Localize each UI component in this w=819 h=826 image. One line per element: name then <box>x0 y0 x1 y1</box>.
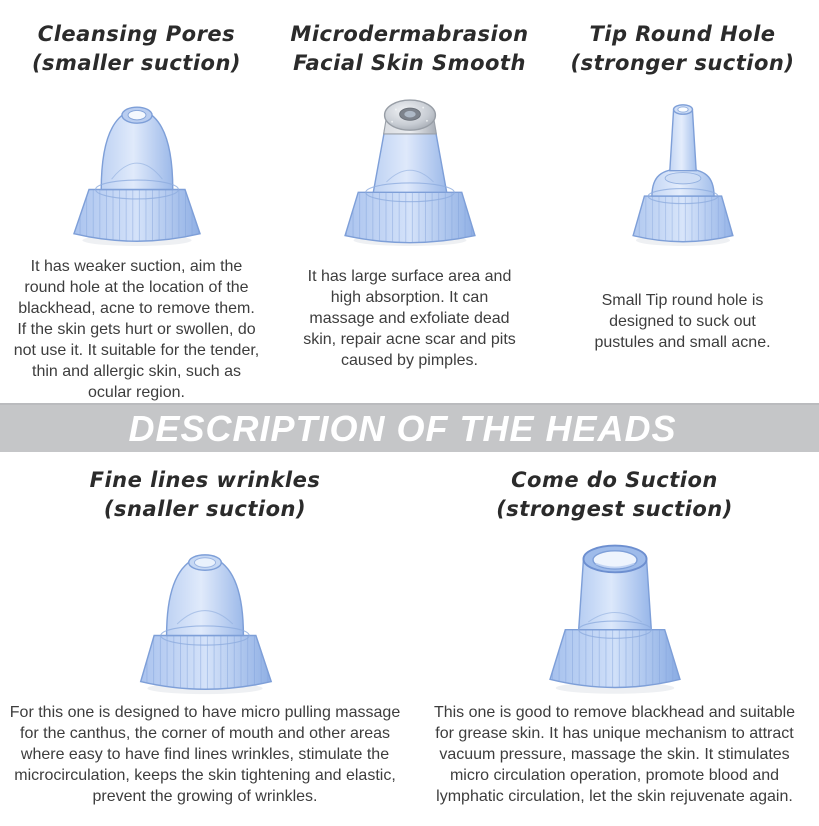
bottom-heads-row <box>0 452 819 826</box>
head-title-line1: Microdermabrasion <box>290 22 529 46</box>
head-description: Small Tip round hole is designed to suck out pustules and small acne. <box>594 292 771 351</box>
fine-lines-head-photo <box>122 526 288 696</box>
head-title-line1: Come do Suction <box>511 468 718 492</box>
head-card-microdermabrasion <box>273 0 546 403</box>
head-title-line2: (smaller suction) <box>31 51 242 75</box>
head-title <box>90 466 321 524</box>
head-title-line1: Cleansing Pores <box>37 22 236 46</box>
fine-lines-head-icon <box>122 528 288 696</box>
head-card-comedo-suction <box>410 452 819 826</box>
microdermabrasion-head-icon <box>330 83 490 248</box>
head-title-line1: Fine lines wrinkles <box>89 468 321 492</box>
comedo-suction-head-photo <box>529 526 701 696</box>
head-description: This one is good to remove blackhead and suitable for grease skin. It has unique mechanism to attract vacuum pressure, massage the skin. It stimulates micro circulation operation, promote blood and lymphatic circulation, let the skin rejuvenate again. <box>433 704 796 805</box>
head-description: It has large surface area and high absorption. It can massage and exfoliate dead skin, repair acne scar and pits caused by pimples. <box>303 268 516 369</box>
head-title-line2: Facial Skin Smooth <box>293 51 526 75</box>
head-title <box>571 20 795 78</box>
head-description: For this one is designed to have micro pulling massage for the canthus, the corner of mouth and other areas where easy to have find lines wrinkles, stimulate the microcirculation, keeps the skin tightening and elastic, prevent the growing of wrinkles. <box>9 704 401 805</box>
cleansing-pores-head-photo <box>57 80 217 248</box>
head-title <box>496 466 733 524</box>
head-title-line2: (strongest suction) <box>496 497 733 521</box>
tip-round-hole-head-icon <box>603 83 763 248</box>
head-title-line2: (stronger suction) <box>570 51 795 75</box>
head-card-fine-lines <box>0 452 410 826</box>
microdermabrasion-head-photo <box>330 80 490 248</box>
cleansing-pores-head-icon <box>57 83 217 248</box>
section-banner-title: DESCRIPTION OF THE HEADS <box>128 407 677 449</box>
comedo-suction-head-icon <box>529 528 701 696</box>
head-card-cleansing-pores <box>0 0 273 403</box>
head-description: It has weaker suction, aim the round hole at the location of the blackhead, acne to remove them. If the skin gets hurt or swollen, do not use it. It suitable for the tender, thin and allergic skin, such as ocular region. <box>13 258 260 401</box>
head-title <box>290 20 528 78</box>
head-title <box>32 20 241 78</box>
top-heads-row <box>0 0 819 403</box>
section-banner <box>0 403 819 452</box>
head-title-line2: (snaller suction) <box>103 497 307 521</box>
head-title-line1: Tip Round Hole <box>589 22 776 46</box>
head-card-tip-round-hole <box>546 0 819 403</box>
tip-round-hole-head-photo <box>603 80 763 248</box>
